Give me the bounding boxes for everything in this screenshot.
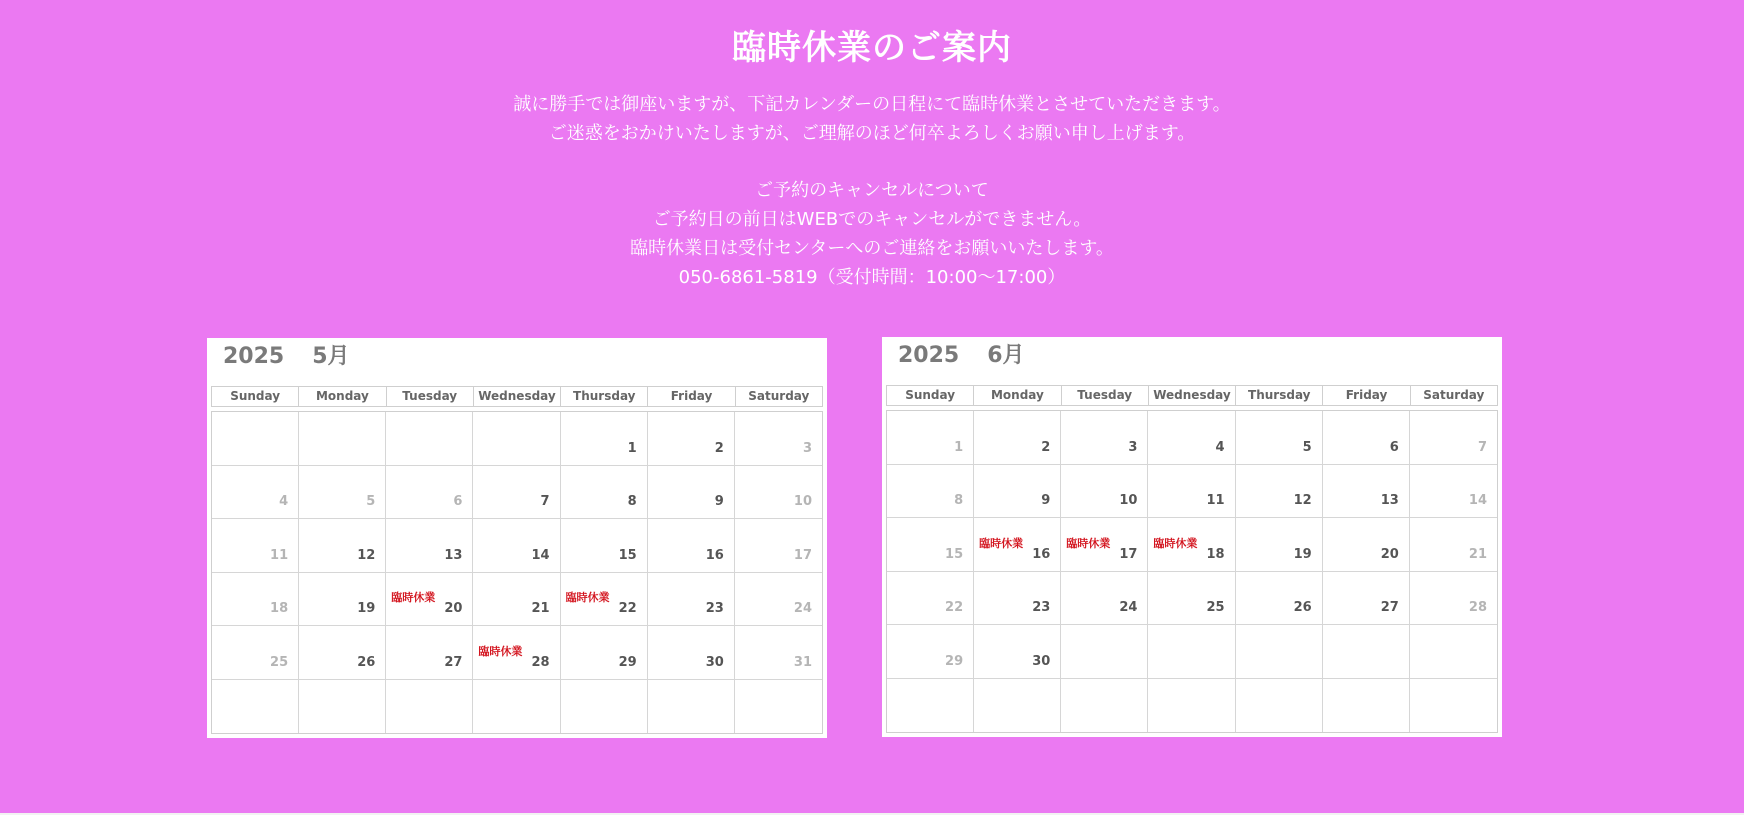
calendar-day-cell xyxy=(299,573,386,627)
weekday-label: Saturday xyxy=(748,389,810,403)
calendar-day-cell xyxy=(735,519,822,573)
day-number: 25 xyxy=(270,654,289,670)
weekday-label: Tuesday xyxy=(387,387,474,406)
calendar-day-cell xyxy=(299,680,386,734)
day-number: 4 xyxy=(1215,439,1225,455)
calendar-day-cell xyxy=(212,626,299,680)
page-title: 臨時休業のご案内 xyxy=(732,28,1012,68)
day-number: 14 xyxy=(531,547,550,563)
day-number: 22 xyxy=(945,600,964,615)
day-number: 18 xyxy=(1206,546,1225,562)
weekday-label: Wednesday xyxy=(1149,386,1236,405)
calendar-day-cell xyxy=(561,626,648,680)
closed-label: 臨時休業 xyxy=(1066,536,1111,550)
calendar-day-cell xyxy=(887,411,974,465)
calendar-day-cell xyxy=(974,679,1061,733)
day-number: 19 xyxy=(357,601,376,616)
day-number: 12 xyxy=(357,547,376,563)
day-number: 3 xyxy=(802,440,812,456)
weekday-label: Monday xyxy=(299,387,386,406)
calendar-day-cell xyxy=(974,625,1061,679)
calendar-day-cell xyxy=(1061,625,1148,679)
day-number: 1 xyxy=(627,440,637,456)
weekday-label: Friday xyxy=(648,387,735,406)
calendar-day-cell xyxy=(974,518,1061,572)
calendar-day-cell xyxy=(648,626,735,680)
day-number: 14 xyxy=(1468,493,1487,508)
calendar-day-cell xyxy=(473,573,560,627)
weekday-label: Friday xyxy=(1323,386,1410,405)
day-number: 21 xyxy=(1468,546,1487,562)
day-number: 15 xyxy=(618,547,637,563)
day-number: 17 xyxy=(793,547,812,563)
calendar-day-cell xyxy=(735,626,822,680)
weekday-label: Thursday xyxy=(1236,386,1323,405)
day-number: 6 xyxy=(1389,439,1399,455)
calendar-month: 5月 xyxy=(312,344,350,369)
calendar-day-cell xyxy=(648,573,735,627)
calendar-day-cell xyxy=(1323,411,1410,465)
calendar-day-cell xyxy=(299,519,386,573)
calendar-day-cell xyxy=(1148,518,1235,572)
calendar-day-cell xyxy=(386,412,473,466)
calendar-day-cell xyxy=(1061,679,1148,733)
calendar-june xyxy=(882,337,1502,737)
day-number: 13 xyxy=(1380,493,1399,508)
calendar-day-cell xyxy=(1410,465,1497,519)
day-number: 17 xyxy=(1119,546,1138,562)
day-number: 20 xyxy=(444,601,463,616)
cancel-line-1: ご予約日の前日はWEBでのキャンセルができません。 xyxy=(652,209,1092,230)
day-number: 31 xyxy=(793,654,812,670)
day-number: 8 xyxy=(627,494,637,509)
day-number: 1 xyxy=(954,439,964,455)
calendar-day-cell xyxy=(887,518,974,572)
weekday-label: Thursday xyxy=(561,387,648,406)
calendar-day-cell xyxy=(1148,465,1235,519)
calendar-day-cell xyxy=(735,680,822,734)
day-number: 5 xyxy=(1302,439,1312,455)
notice-line-2: ご迷惑をおかけいたしますが、ご理解のほど何卒よろしくお願い申し上げます。 xyxy=(548,123,1196,144)
calendar-day-cell xyxy=(212,466,299,520)
calendar-day-cell xyxy=(1061,572,1148,626)
weekday-label: Saturday xyxy=(1423,388,1485,402)
day-number: 19 xyxy=(1293,546,1312,562)
weekday-label: Sunday xyxy=(212,387,299,406)
calendar-header xyxy=(223,342,350,372)
calendar-day-cell xyxy=(1061,518,1148,572)
calendar-day-cell xyxy=(386,626,473,680)
calendar-day-cell xyxy=(1323,518,1410,572)
calendar-day-cell xyxy=(561,466,648,520)
calendar-may xyxy=(207,338,827,738)
day-number: 2 xyxy=(1041,439,1051,455)
notice-line-1: 誠に勝手では御座いますが、下記カレンダーの日程にて臨時休業とさせていただきます。 xyxy=(513,94,1231,115)
calendar-day-cell xyxy=(212,680,299,734)
day-number: 12 xyxy=(1293,493,1312,508)
weekday-header-row xyxy=(886,385,1498,406)
calendar-day-cell xyxy=(473,519,560,573)
calendar-day-cell xyxy=(1236,679,1323,733)
calendar-day-cell xyxy=(735,573,822,627)
day-number: 18 xyxy=(270,601,289,616)
calendar-day-cell xyxy=(386,519,473,573)
calendar-day-cell xyxy=(1410,679,1497,733)
calendar-day-cell xyxy=(1410,625,1497,679)
calendar-day-cell xyxy=(1148,411,1235,465)
calendar-day-cell xyxy=(887,465,974,519)
day-number: 9 xyxy=(1041,493,1051,508)
day-number: 28 xyxy=(1468,600,1487,615)
day-number: 26 xyxy=(1293,600,1312,615)
calendar-day-cell xyxy=(212,412,299,466)
calendar-day-cell xyxy=(887,625,974,679)
day-number: 11 xyxy=(270,547,289,563)
day-number: 3 xyxy=(1128,439,1138,455)
calendar-day-cell xyxy=(735,412,822,466)
calendar-day-cell xyxy=(1410,518,1497,572)
calendar-day-cell xyxy=(561,412,648,466)
calendar-day-cell xyxy=(386,466,473,520)
weekday-header-row xyxy=(211,386,823,407)
calendar-day-cell xyxy=(1148,625,1235,679)
calendar-grid xyxy=(886,410,1498,733)
calendar-day-cell xyxy=(473,466,560,520)
calendar-day-cell xyxy=(212,573,299,627)
closed-label: 臨時休業 xyxy=(565,591,610,604)
day-number: 4 xyxy=(279,494,289,509)
calendar-year: 2025 xyxy=(223,344,285,369)
day-number: 16 xyxy=(705,547,724,563)
calendar-header xyxy=(898,341,1025,371)
calendar-day-cell xyxy=(1236,518,1323,572)
day-number: 28 xyxy=(531,654,550,670)
calendar-day-cell xyxy=(648,412,735,466)
weekday-label: Monday xyxy=(974,386,1061,405)
calendar-day-cell xyxy=(1410,411,1497,465)
contact-phone: 050-6861-5819（受付時間：10:00〜17:00） xyxy=(678,267,1066,288)
day-number: 6 xyxy=(453,494,463,509)
calendar-day-cell xyxy=(212,519,299,573)
calendar-day-cell xyxy=(561,519,648,573)
closed-label: 臨時休業 xyxy=(391,591,436,604)
day-number: 23 xyxy=(1032,600,1051,615)
cancel-heading: ご予約のキャンセルについて xyxy=(755,180,989,201)
calendar-day-cell xyxy=(1236,625,1323,679)
day-number: 2 xyxy=(714,440,724,456)
calendar-day-cell xyxy=(386,573,473,627)
calendar-day-cell xyxy=(887,679,974,733)
calendar-day-cell xyxy=(1323,679,1410,733)
calendar-day-cell xyxy=(648,519,735,573)
day-number: 27 xyxy=(444,654,463,670)
calendar-grid xyxy=(211,411,823,734)
calendar-month: 6月 xyxy=(987,343,1025,368)
day-number: 9 xyxy=(714,494,724,509)
day-number: 10 xyxy=(1119,493,1138,508)
calendar-day-cell xyxy=(735,466,822,520)
calendar-day-cell xyxy=(1323,572,1410,626)
weekday-label: Tuesday xyxy=(1062,386,1149,405)
day-number: 11 xyxy=(1206,493,1225,508)
calendar-day-cell xyxy=(1236,411,1323,465)
calendar-day-cell xyxy=(887,572,974,626)
calendar-day-cell xyxy=(1410,572,1497,626)
day-number: 30 xyxy=(705,654,724,670)
day-number: 29 xyxy=(945,653,964,669)
day-number: 22 xyxy=(618,601,637,616)
closed-label: 臨時休業 xyxy=(1153,536,1198,550)
calendar-day-cell xyxy=(473,626,560,680)
day-number: 5 xyxy=(366,494,376,509)
calendar-day-cell xyxy=(386,680,473,734)
calendar-day-cell xyxy=(473,412,560,466)
cancel-line-2: 臨時休業日は受付センターへのご連絡をお願いいたします。 xyxy=(630,238,1114,259)
day-number: 29 xyxy=(618,654,637,670)
closed-label: 臨時休業 xyxy=(478,644,523,658)
day-number: 24 xyxy=(793,601,812,616)
calendar-day-cell xyxy=(299,412,386,466)
calendar-day-cell xyxy=(561,573,648,627)
day-number: 26 xyxy=(357,654,376,670)
day-number: 23 xyxy=(705,601,724,616)
calendar-day-cell xyxy=(1148,679,1235,733)
calendar-day-cell xyxy=(561,680,648,734)
calendar-day-cell xyxy=(1236,465,1323,519)
calendar-day-cell xyxy=(1061,411,1148,465)
day-number: 7 xyxy=(1477,439,1487,455)
calendar-day-cell xyxy=(974,572,1061,626)
day-number: 24 xyxy=(1119,600,1138,615)
day-number: 10 xyxy=(793,494,812,509)
weekday-label: Sunday xyxy=(887,386,974,405)
calendar-day-cell xyxy=(974,465,1061,519)
day-number: 8 xyxy=(954,493,964,508)
calendar-day-cell xyxy=(1236,572,1323,626)
calendar-day-cell xyxy=(299,626,386,680)
calendar-day-cell xyxy=(1148,572,1235,626)
day-number: 21 xyxy=(531,601,550,616)
calendar-day-cell xyxy=(1323,625,1410,679)
calendar-day-cell xyxy=(473,680,560,734)
day-number: 27 xyxy=(1380,600,1399,615)
day-number: 20 xyxy=(1380,546,1399,562)
calendar-day-cell xyxy=(1061,465,1148,519)
day-number: 30 xyxy=(1032,653,1051,669)
closed-label: 臨時休業 xyxy=(979,536,1024,550)
day-number: 7 xyxy=(540,494,550,509)
calendar-day-cell xyxy=(1323,465,1410,519)
calendar-year: 2025 xyxy=(898,343,960,368)
day-number: 15 xyxy=(945,546,964,562)
weekday-label: Wednesday xyxy=(474,387,561,406)
calendar-day-cell xyxy=(648,466,735,520)
calendar-day-cell xyxy=(648,680,735,734)
calendar-day-cell xyxy=(974,411,1061,465)
day-number: 13 xyxy=(444,547,463,563)
day-number: 25 xyxy=(1206,600,1225,615)
day-number: 16 xyxy=(1032,546,1051,562)
calendar-day-cell xyxy=(299,466,386,520)
